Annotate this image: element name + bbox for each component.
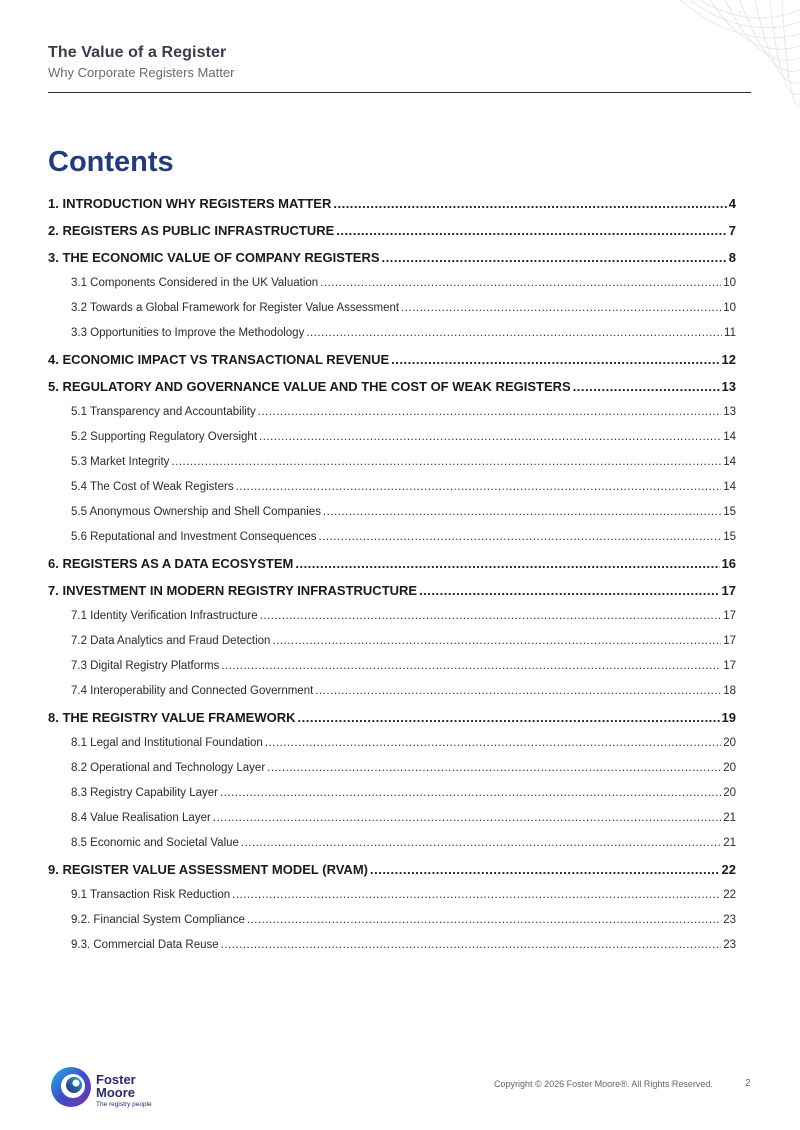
toc-dot-leader <box>319 531 722 543</box>
toc-dot-leader <box>573 379 720 394</box>
toc-entry-title: 5.6 Reputational and Investment Consequences <box>71 531 317 543</box>
logo-word-foster: Foster <box>96 1072 136 1087</box>
toc-dot-leader <box>298 710 720 725</box>
toc-page-number: 12 <box>721 352 736 367</box>
contents-heading: Contents <box>48 146 174 178</box>
toc-entry-title: 7.4 Interoperability and Connected Government <box>71 685 314 697</box>
toc-dot-leader <box>221 939 722 951</box>
toc-page-number: 15 <box>723 531 736 543</box>
toc-sub-entry[interactable] <box>48 635 736 652</box>
toc-sub-entry[interactable] <box>48 939 736 956</box>
toc-main-entry[interactable] <box>48 379 736 398</box>
toc-sub-entry[interactable] <box>48 812 736 829</box>
toc-sub-entry[interactable] <box>48 610 736 627</box>
toc-dot-leader <box>370 862 720 877</box>
table-of-contents <box>48 196 736 956</box>
toc-sub-entry[interactable] <box>48 302 736 319</box>
footer-page-number: 2 <box>745 1078 751 1089</box>
toc-entry-title: 2. REGISTERS AS PUBLIC INFRASTRUCTURE <box>48 223 335 238</box>
toc-page-number: 17 <box>723 660 736 672</box>
toc-main-entry[interactable] <box>48 556 736 575</box>
header-divider <box>48 92 751 93</box>
toc-entry-title: 7.3 Digital Registry Platforms <box>71 660 220 672</box>
toc-page-number: 4 <box>728 196 736 211</box>
toc-sub-entry[interactable] <box>48 531 736 548</box>
toc-entry-title: 8.4 Value Realisation Layer <box>71 812 211 824</box>
toc-dot-leader <box>306 327 722 339</box>
toc-dot-leader <box>323 506 721 518</box>
toc-sub-entry[interactable] <box>48 837 736 854</box>
toc-entry-title: 8.1 Legal and Institutional Foundation <box>71 737 263 749</box>
toc-dot-leader <box>260 610 722 622</box>
toc-page-number: 21 <box>723 837 736 849</box>
toc-entry-title: 7.2 Data Analytics and Fraud Detection <box>71 635 271 647</box>
toc-entry-title: 9. REGISTER VALUE ASSESSMENT MODEL (RVAM) <box>48 862 368 877</box>
toc-page-number: 13 <box>721 379 736 394</box>
toc-entry-title: 6. REGISTERS AS A DATA ECOSYSTEM <box>48 556 294 571</box>
toc-dot-leader <box>171 456 721 468</box>
toc-page-number: 15 <box>723 506 736 518</box>
toc-entry-title: 8.3 Registry Capability Layer <box>71 787 219 799</box>
toc-page-number: 18 <box>723 685 736 697</box>
toc-page-number: 17 <box>723 635 736 647</box>
toc-entry-title: 8. THE REGISTRY VALUE FRAMEWORK <box>48 710 296 725</box>
toc-page-number: 20 <box>723 737 736 749</box>
toc-page-number: 23 <box>723 914 736 926</box>
toc-main-entry[interactable] <box>48 710 736 729</box>
toc-page-number: 14 <box>723 456 736 468</box>
toc-dot-leader <box>320 277 721 289</box>
toc-page-number: 19 <box>721 710 736 725</box>
toc-entry-title: 5.5 Anonymous Ownership and Shell Companies <box>71 506 321 518</box>
toc-entry-title: 9.3. Commercial Data Reuse <box>71 939 219 951</box>
toc-sub-entry[interactable] <box>48 431 736 448</box>
toc-dot-leader <box>295 556 719 571</box>
toc-main-entry[interactable] <box>48 223 736 242</box>
toc-entry-title: 5. REGULATORY AND GOVERNANCE VALUE AND THE COST OF WEAK REGISTERS <box>48 379 571 394</box>
toc-entry-title: 3. THE ECONOMIC VALUE OF COMPANY REGISTERS <box>48 250 380 265</box>
toc-page-number: 23 <box>723 939 736 951</box>
toc-page-number: 17 <box>721 583 736 598</box>
toc-dot-leader <box>213 812 721 824</box>
toc-page-number: 14 <box>723 481 736 493</box>
toc-main-entry[interactable] <box>48 862 736 881</box>
footer-copyright: Copyright © 2026 Foster Moore®. All Rights Reserved. <box>494 1079 713 1089</box>
toc-dot-leader <box>220 787 721 799</box>
toc-page-number: 10 <box>723 277 736 289</box>
toc-dot-leader <box>258 406 721 418</box>
toc-entry-title: 3.3 Opportunities to Improve the Methodology <box>71 327 305 339</box>
toc-sub-entry[interactable] <box>48 277 736 294</box>
toc-dot-leader <box>247 914 721 926</box>
toc-dot-leader <box>221 660 721 672</box>
toc-dot-leader <box>232 889 721 901</box>
toc-entry-title: 5.3 Market Integrity <box>71 456 170 468</box>
toc-entry-title: 8.2 Operational and Technology Layer <box>71 762 266 774</box>
toc-sub-entry[interactable] <box>48 787 736 804</box>
toc-entry-title: 7.1 Identity Verification Infrastructure <box>71 610 258 622</box>
toc-sub-entry[interactable] <box>48 327 736 344</box>
toc-main-entry[interactable] <box>48 250 736 269</box>
logo-word-moore: Moore <box>96 1085 135 1100</box>
toc-dot-leader <box>259 431 721 443</box>
toc-main-entry[interactable] <box>48 196 736 215</box>
toc-sub-entry[interactable] <box>48 762 736 779</box>
toc-entry-title: 7. INVESTMENT IN MODERN REGISTRY INFRASTRUCTURE <box>48 583 418 598</box>
toc-dot-leader <box>236 481 722 493</box>
toc-page-number: 14 <box>723 431 736 443</box>
toc-sub-entry[interactable] <box>48 506 736 523</box>
toc-entry-title: 3.2 Towards a Global Framework for Register Value Assessment <box>71 302 400 314</box>
toc-dot-leader <box>315 685 721 697</box>
toc-sub-entry[interactable] <box>48 660 736 677</box>
toc-dot-leader <box>272 635 721 647</box>
toc-entry-title: 9.2. Financial System Compliance <box>71 914 245 926</box>
toc-dot-leader <box>336 223 727 238</box>
toc-page-number: 11 <box>724 327 736 339</box>
toc-page-number: 20 <box>723 762 736 774</box>
foster-moore-logo <box>50 1066 190 1112</box>
toc-main-entry[interactable] <box>48 352 736 371</box>
toc-dot-leader <box>241 837 721 849</box>
toc-page-number: 8 <box>728 250 736 265</box>
toc-page-number: 13 <box>723 406 736 418</box>
toc-entry-title: 1. INTRODUCTION WHY REGISTERS MATTER <box>48 196 332 211</box>
toc-entry-title: 5.4 The Cost of Weak Registers <box>71 481 234 493</box>
toc-sub-entry[interactable] <box>48 406 736 423</box>
page-header <box>48 44 751 80</box>
logo-swirl-icon <box>50 1066 92 1108</box>
toc-dot-leader <box>382 250 727 265</box>
toc-sub-entry[interactable] <box>48 456 736 473</box>
toc-sub-entry[interactable] <box>48 914 736 931</box>
toc-sub-entry[interactable] <box>48 481 736 498</box>
toc-entry-title: 5.2 Supporting Regulatory Oversight <box>71 431 258 443</box>
toc-entry-title: 5.1 Transparency and Accountability <box>71 406 256 418</box>
toc-sub-entry[interactable] <box>48 737 736 754</box>
toc-entry-title: 9.1 Transaction Risk Reduction <box>71 889 231 901</box>
toc-dot-leader <box>265 737 721 749</box>
toc-page-number: 16 <box>721 556 736 571</box>
toc-dot-leader <box>419 583 719 598</box>
toc-dot-leader <box>401 302 721 314</box>
toc-sub-entry[interactable] <box>48 685 736 702</box>
toc-dot-leader <box>333 196 726 211</box>
toc-page-number: 7 <box>728 223 736 238</box>
toc-dot-leader <box>267 762 721 774</box>
toc-page-number: 17 <box>723 610 736 622</box>
toc-dot-leader <box>391 352 719 367</box>
toc-sub-entry[interactable] <box>48 889 736 906</box>
toc-page-number: 22 <box>721 862 736 877</box>
toc-entry-title: 3.1 Components Considered in the UK Valuation <box>71 277 319 289</box>
toc-entry-title: 8.5 Economic and Societal Value <box>71 837 239 849</box>
logo-tagline: The registry people <box>96 1101 152 1108</box>
toc-main-entry[interactable] <box>48 583 736 602</box>
header-title: The Value of a Register <box>48 44 227 61</box>
toc-page-number: 10 <box>723 302 736 314</box>
toc-entry-title: 4. ECONOMIC IMPACT VS TRANSACTIONAL REVENUE <box>48 352 390 367</box>
header-subtitle: Why Corporate Registers Matter <box>48 65 235 80</box>
toc-page-number: 21 <box>723 812 736 824</box>
toc-page-number: 22 <box>723 889 736 901</box>
toc-page-number: 20 <box>723 787 736 799</box>
